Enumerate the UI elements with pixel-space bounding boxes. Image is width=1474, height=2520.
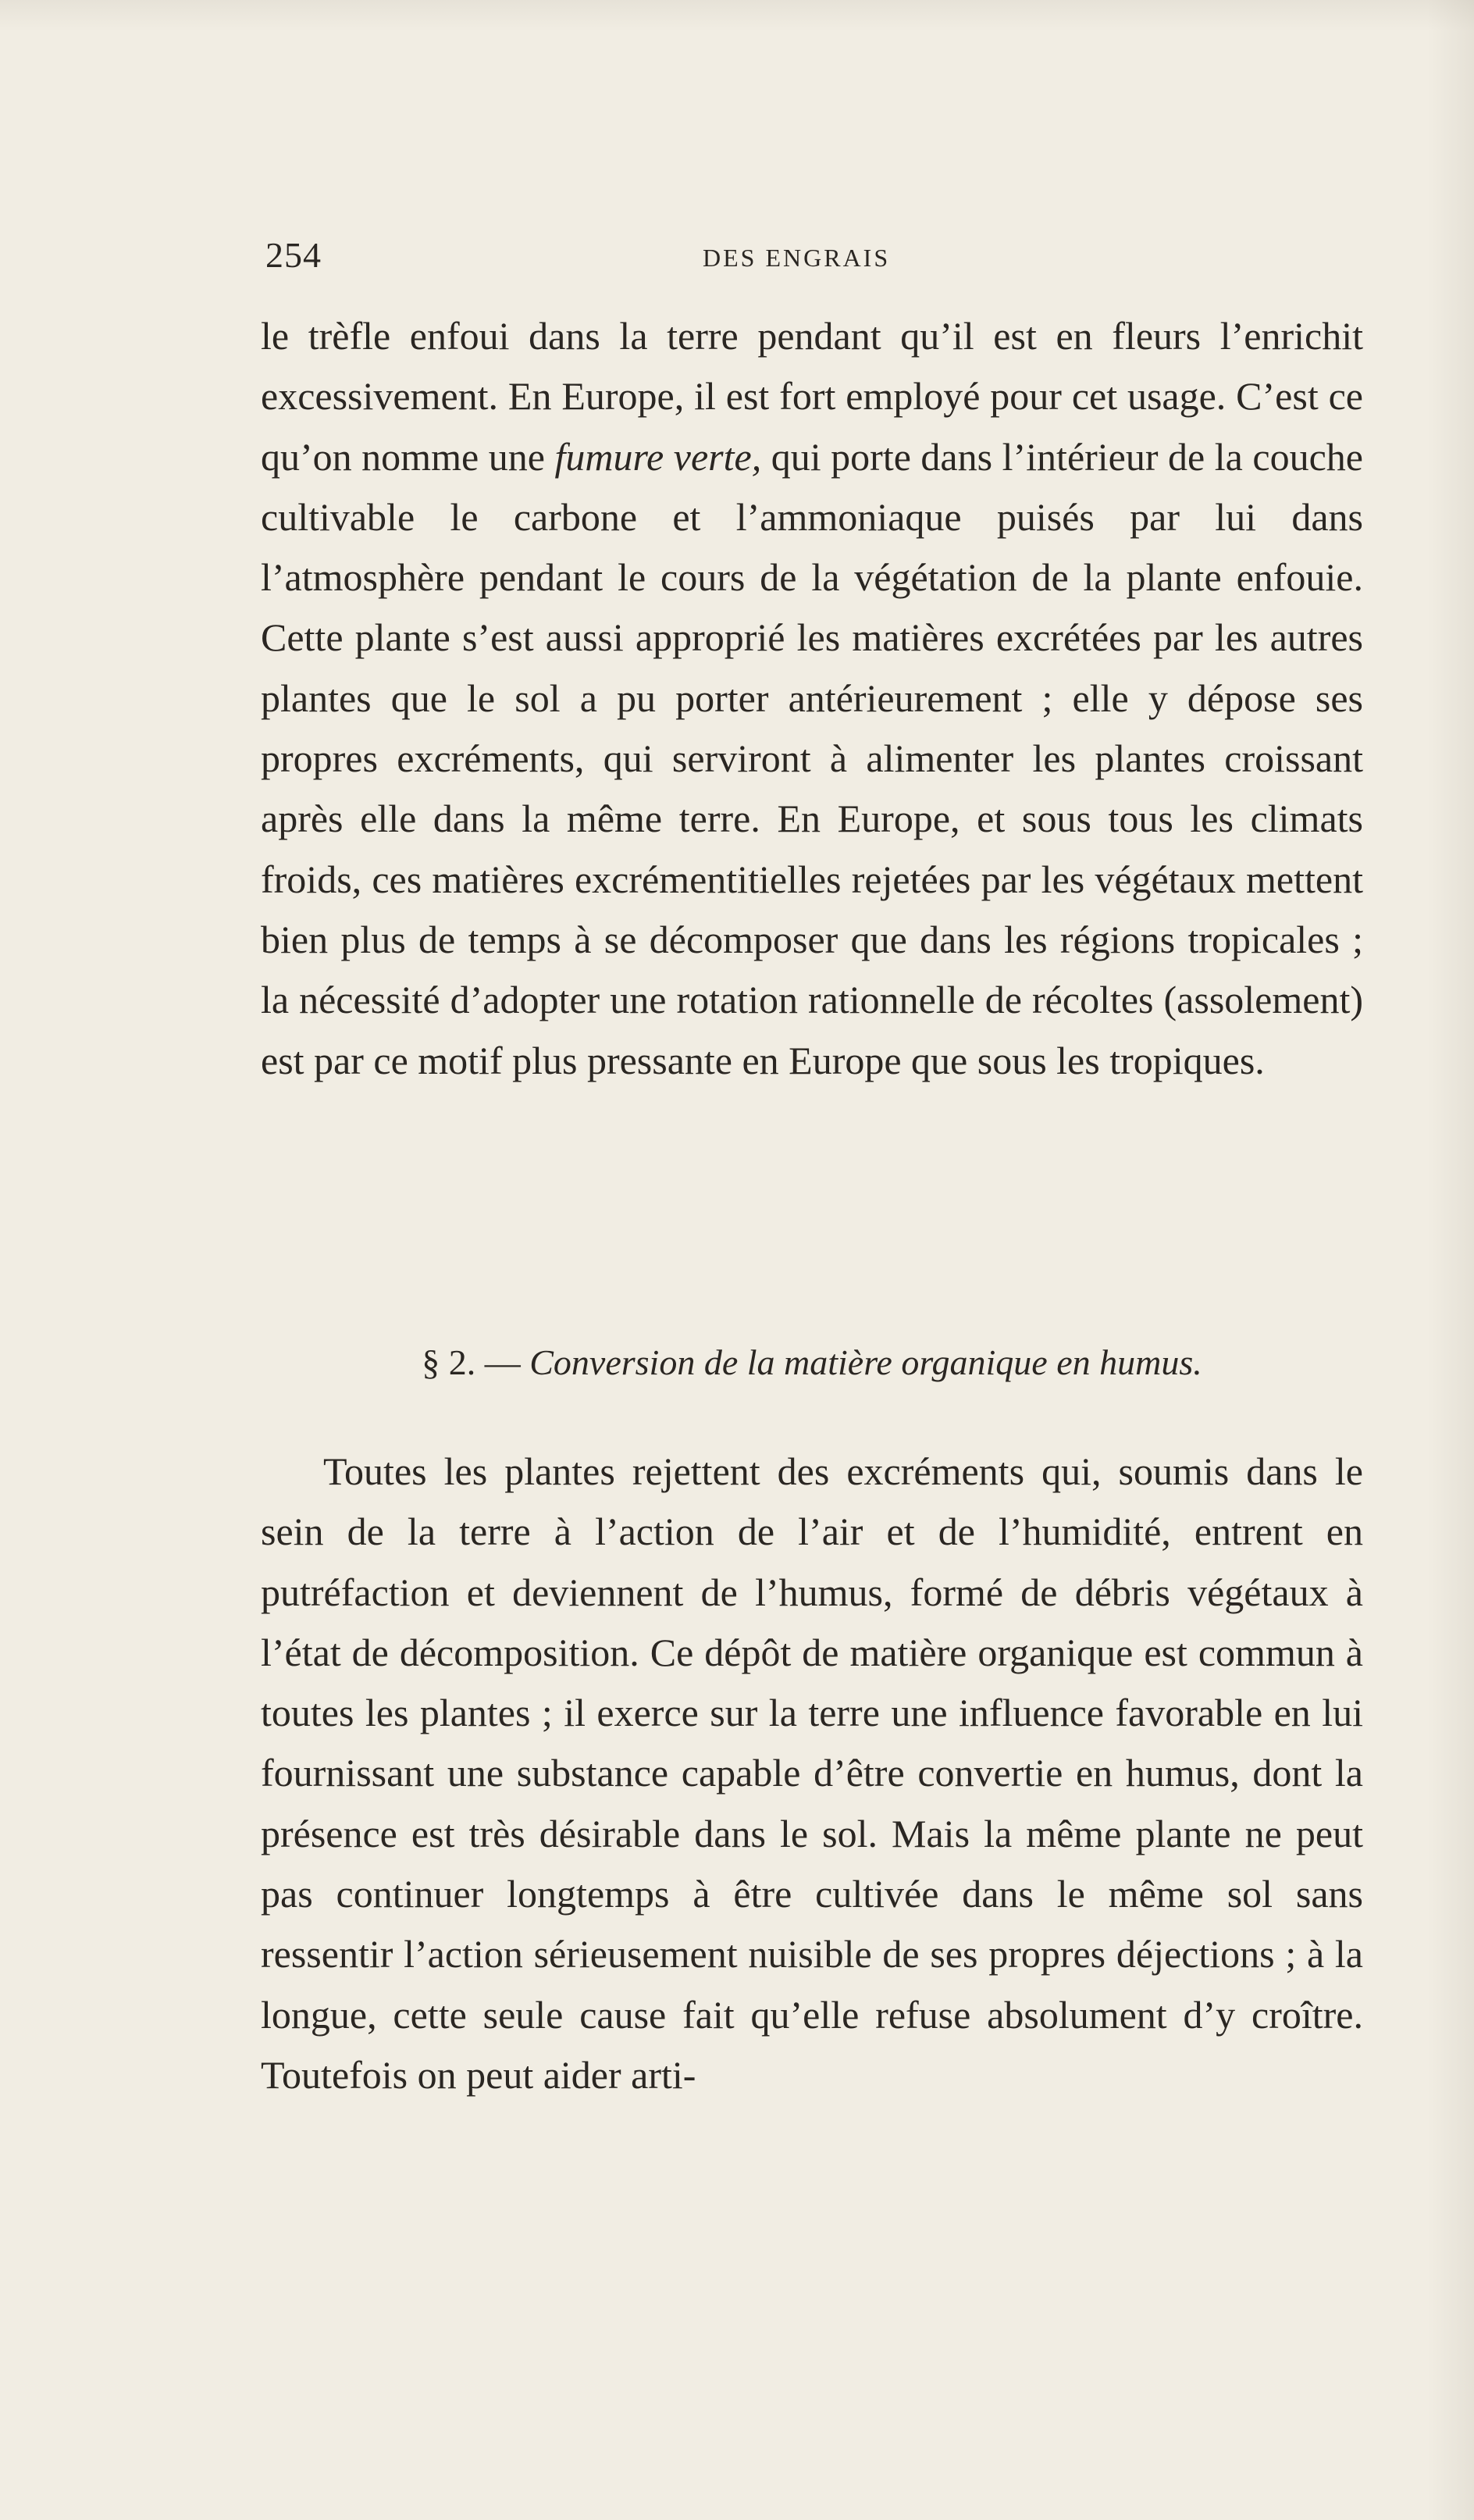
page-top-shade	[0, 0, 1474, 31]
running-title: DES ENGRAIS	[703, 244, 891, 272]
emphasized-term: fumure verte,	[554, 434, 762, 479]
running-head	[265, 234, 1374, 289]
paragraph-1	[261, 306, 1363, 1091]
section-title: Conversion de la matière organique en humus.	[529, 1342, 1202, 1382]
section-heading	[261, 1342, 1363, 1383]
page-edge-shade	[1427, 0, 1474, 2520]
section-number: § 2. —	[422, 1342, 521, 1382]
page-number: 254	[265, 235, 322, 275]
paragraph-2: Toutes les plantes rejettent des excréments qui, soumis dans le sein de la terre à l’action de l’air et de l’humidité, entrent en putréfaction et deviennent de l’humus, formé de débris végétaux à l’état de décomposition. Ce dépôt de matière organique est commun à toutes les plantes ; il exerce sur la terre une influence favorable en lui fournissant une substance capable d’être convertie en humus, dont la présence est très désirable dans le sol. Mais la même plante ne peut pas continuer longtemps à être cultivée dans le même sol sans ressentir l’action sérieusement nuisible de ses propres déjections ; à la longue, cette seule cause fait qu’elle refuse absolument d’y croître. Toutefois on peut aider arti-	[261, 1449, 1363, 2097]
paragraph-1-text-end: qui porte dans l’intérieur de la couche cultivable le carbone et l’ammoniaque puisés par lui dans l’atmosphère pendant le cours de la végétation de la plante enfouie. Cette plante s’est aussi approprié les matières excrétées par les autres plantes que le sol a pu porter antérieurement ; elle y dépose ses propres excréments, qui serviront à alimenter les plantes croissant après elle dans la même terre. En Europe, et sous tous les climats froids, ces matières excrémentitielles rejetées par les végétaux mettent bien plus de temps à se décomposer que dans les régions tropicales ; la nécessité d’adopter une rotation rationnelle de récoltes (assolement) est par ce motif plus pressante en Europe que sous les tropiques.	[261, 434, 1363, 1082]
paragraph-1-text-start: le trèfle enfoui dans la terre pendant qu’il est en fleurs l’enrichit excessivement. En Europe, il est fort employé pour cet usage. C’est ce qu’on nomme une	[261, 314, 1363, 479]
